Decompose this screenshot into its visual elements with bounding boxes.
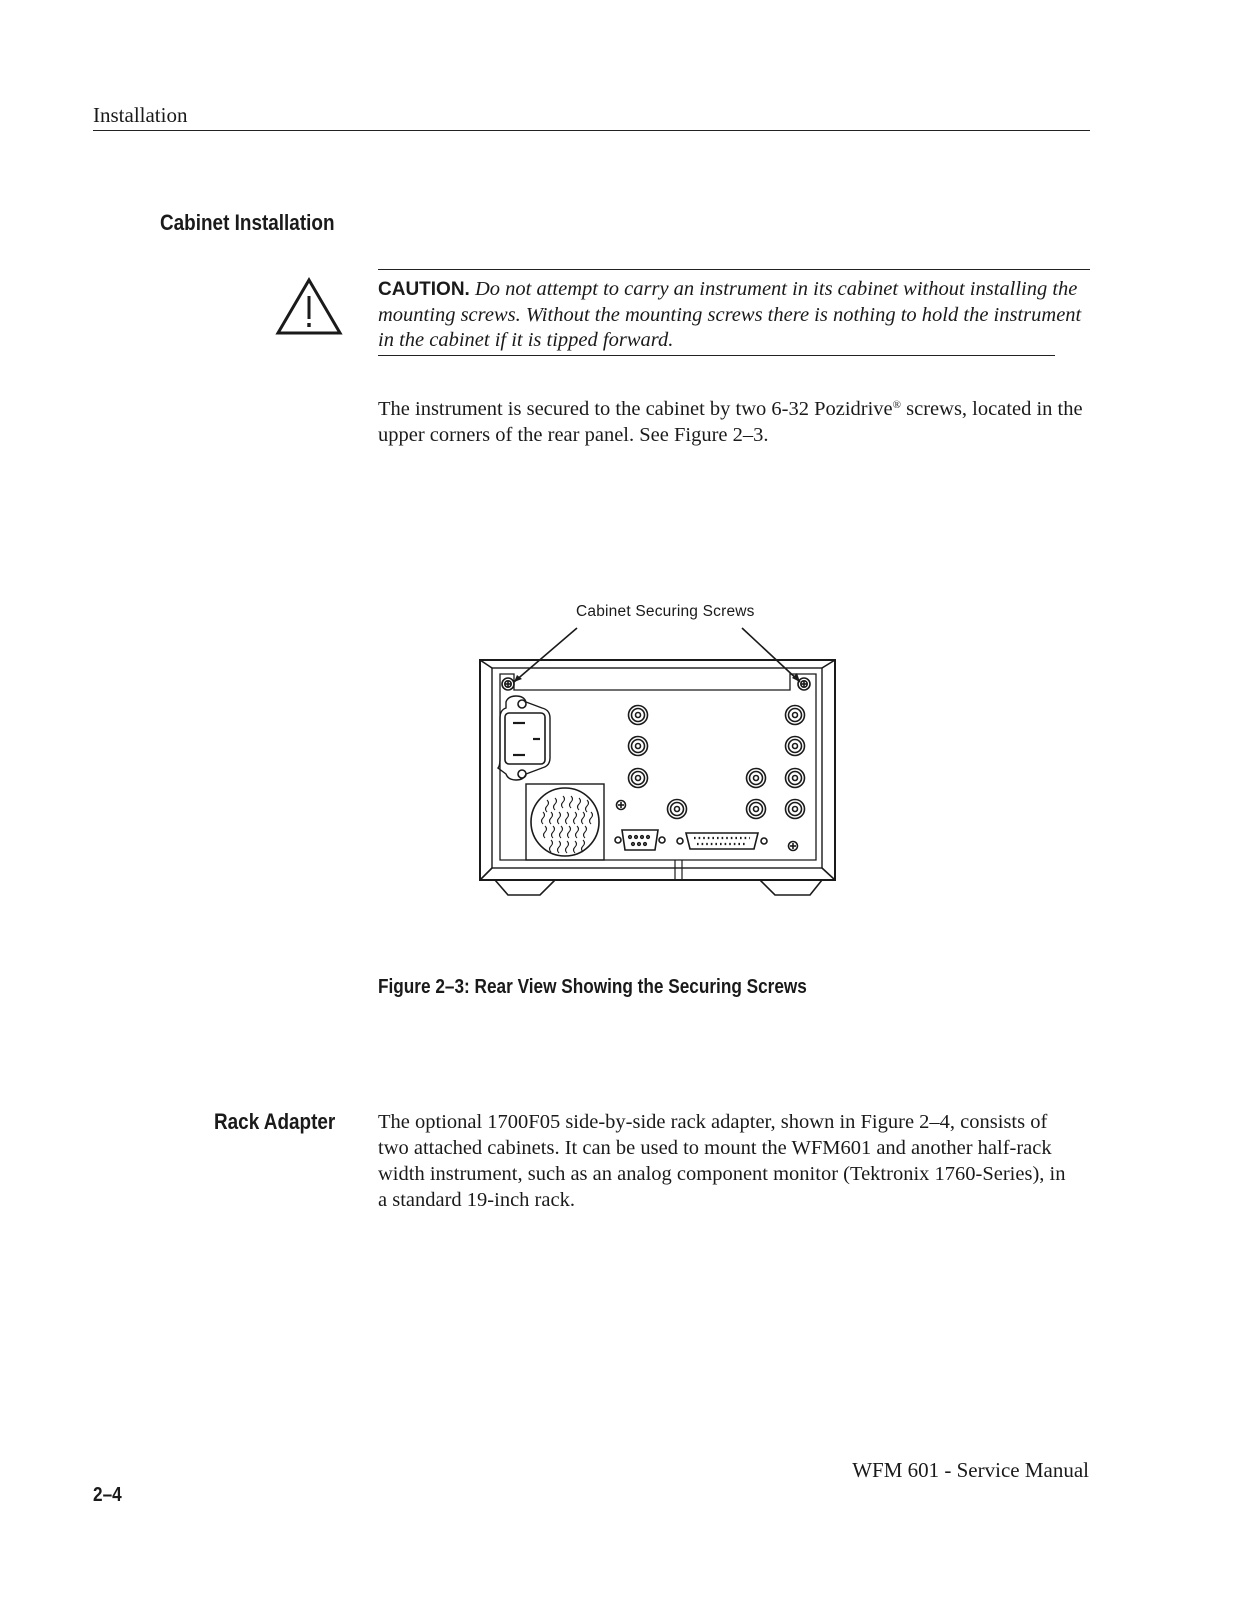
db25-connector [677,833,767,849]
foot-right [760,880,822,895]
db9-connector [615,830,665,850]
bnc-connector [786,800,805,819]
header-rule [93,130,1090,131]
caution-label: CAUTION. [378,279,470,300]
bnc-connector [629,769,648,788]
bnc-connectors [629,706,805,819]
bnc-connector [786,769,805,788]
caution-notice [378,277,1098,354]
securing-screw-right [798,678,810,690]
running-head: Installation [93,103,188,127]
figure-caption: Figure 2–3: Rear View Showing the Securing Screws [378,976,807,998]
power-receptacle [498,696,550,780]
caution-top-rule [378,269,1090,270]
page-number: 2–4 [93,1484,122,1506]
bnc-connector [747,800,766,819]
caution-bottom-rule [378,355,1055,356]
cabinet-outer-frame [480,660,835,880]
securing-screws-paragraph: The instrument is secured to the cabinet by two 6-32 Pozidrive® screws, located in the upper corners of the rear panel. See Figure 2–3. [378,398,1083,446]
bnc-connector [786,737,805,756]
fan-grille [526,784,604,860]
registered-mark: ® [892,399,902,411]
section-heading-cabinet-installation: Cabinet Installation [160,210,335,235]
rear-panel-figure [470,598,850,903]
panel-screw [789,842,798,851]
bnc-connector [668,800,687,819]
footer-manual-title: WFM 601 - Service Manual [852,1458,1089,1482]
bnc-connector [747,769,766,788]
callout-leader-left [514,628,577,682]
figure-callout-label: Cabinet Securing Screws [576,603,755,620]
rack-adapter-paragraph: The optional 1700F05 side-by-side rack adapter, shown in Figure 2–4, consists of two attached cabinets. It can be used to mount the WFM601 and another half-rack width instrument, such as an analog component monitor (Tektronix 1760-Series), in a standard 19-inch rack. [378,1111,1066,1211]
securing-screw-left [502,678,514,690]
warning-triangle-icon [275,276,343,336]
bnc-connector [786,706,805,725]
panel-screw [617,801,626,810]
foot-left [495,880,555,895]
section-heading-rack-adapter: Rack Adapter [214,1109,336,1134]
bnc-connector [629,706,648,725]
bnc-connector [629,737,648,756]
caution-body: Do not attempt to carry an instrument in its cabinet without installing the mounting screws. Without the mounting screws there is nothing to hold the instrument in the cabinet if it is tipped forward. [378,278,1082,351]
